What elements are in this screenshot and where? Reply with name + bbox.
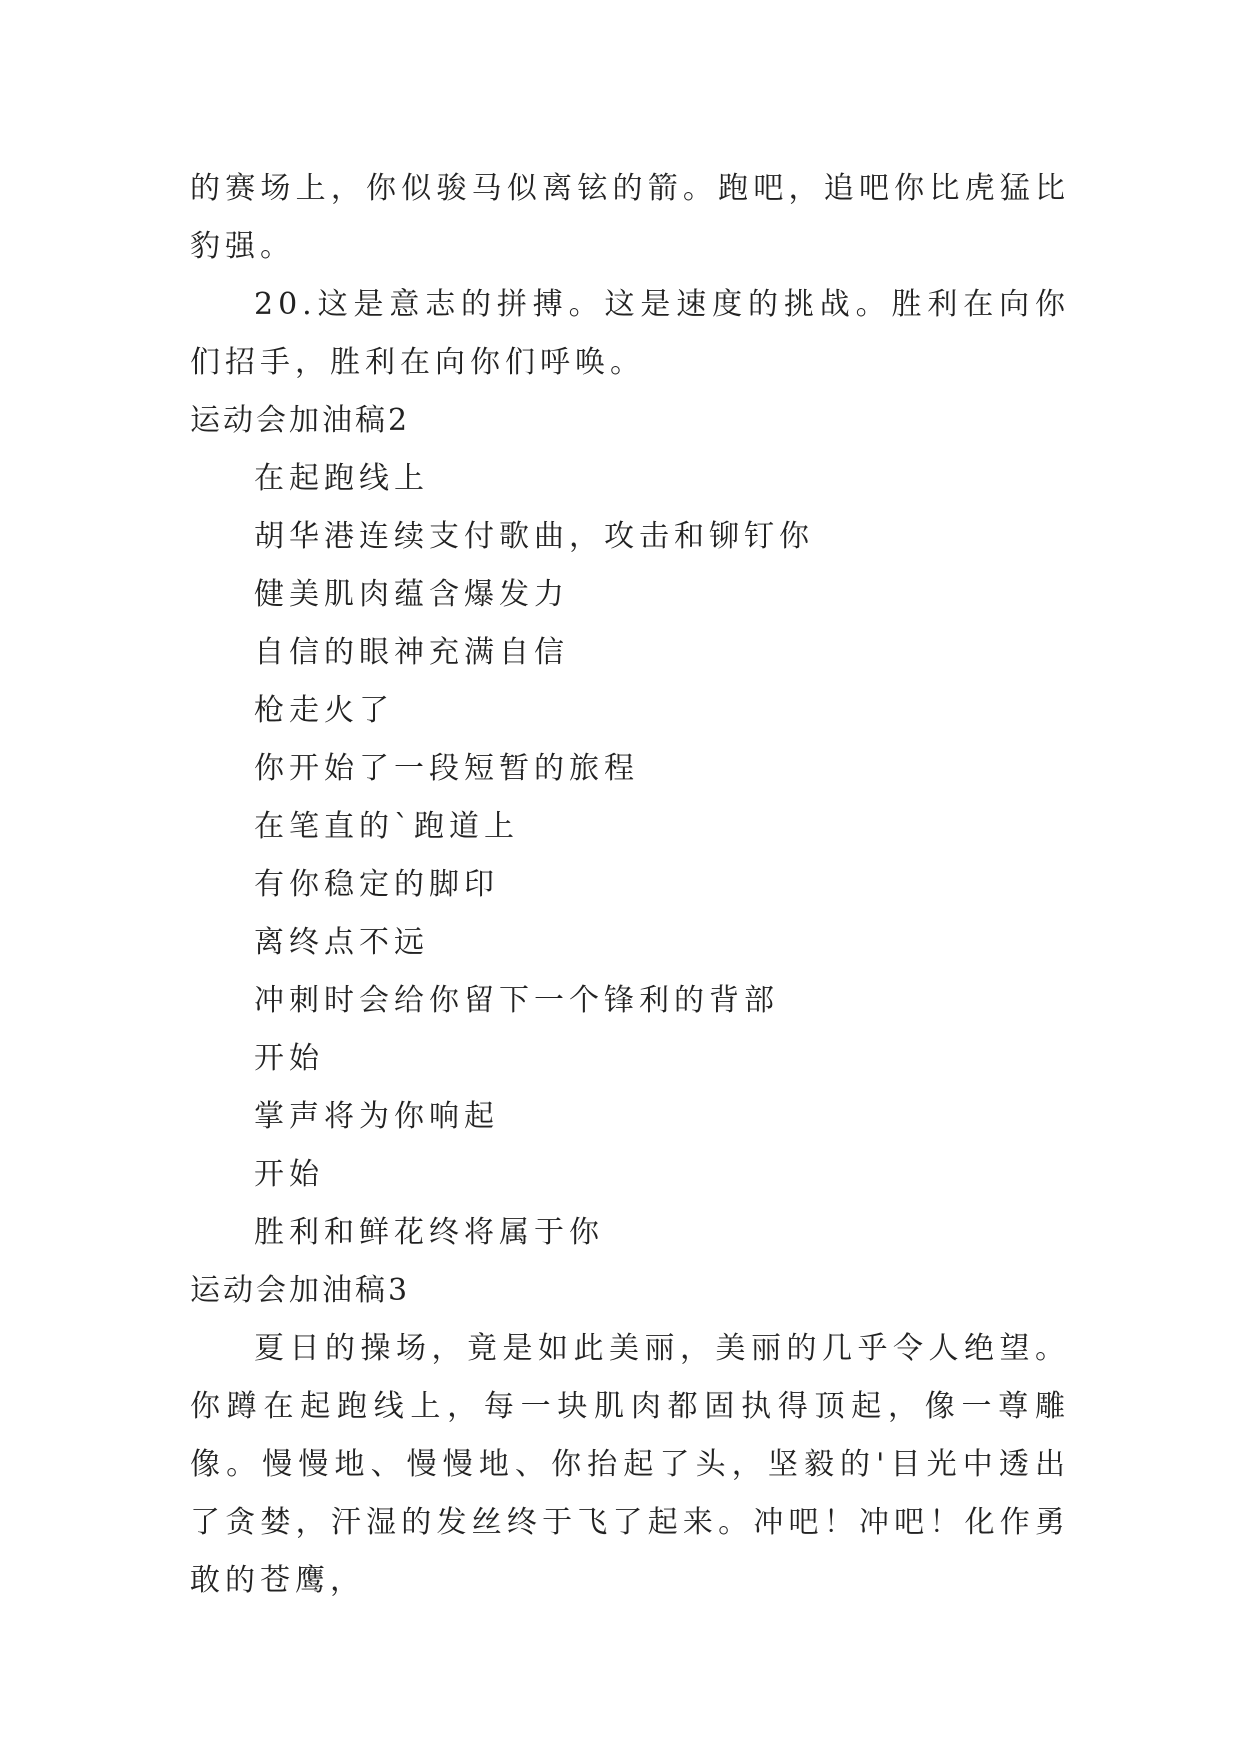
verse-line: 在笔直的`跑道上 xyxy=(254,809,519,844)
verse-line: 自信的眼神充满自信 xyxy=(254,635,569,670)
verse-line: 掌声将为你响起 xyxy=(254,1099,499,1134)
verse-line: 在起跑线上 xyxy=(254,461,429,496)
verse-line: 胜利和鲜花终将属于你 xyxy=(254,1215,604,1250)
item-20-paragraph: 20.这是意志的拼搏。这是速度的挑战。胜利在向你们招手，胜利在向你们呼唤。 xyxy=(190,287,1070,380)
section-3-heading: 运动会加油稿3 xyxy=(190,1273,411,1308)
verse-line: 冲刺时会给你留下一个锋利的背部 xyxy=(254,983,779,1018)
verse-line: 健美肌肉蕴含爆发力 xyxy=(254,577,569,612)
document-page xyxy=(190,160,1070,1610)
verse-line: 开始 xyxy=(254,1157,324,1192)
verse-line: 有你稳定的脚印 xyxy=(254,867,499,902)
verse-line: 胡华港连续支付歌曲，攻击和铆钉你 xyxy=(254,519,814,554)
section-3-paragraph: 夏日的操场，竟是如此美丽，美丽的几乎令人绝望。你蹲在起跑线上，每一块肌肉都固执得顶起，像一尊雕像。慢慢地、慢慢地、你抬起了头，坚毅的'目光中透出了贪婪，汗湿的发丝终于飞了起来。冲吧！冲吧！化作勇敢的苍鹰， xyxy=(190,1331,1070,1598)
verse-line: 开始 xyxy=(254,1041,324,1076)
continuation-paragraph: 的赛场上，你似骏马似离铉的箭。跑吧，追吧你比虎猛比豹强。 xyxy=(190,171,1070,264)
section-2-heading: 运动会加油稿2 xyxy=(190,403,411,438)
verse-line: 枪走火了 xyxy=(254,693,394,728)
verse-line: 你开始了一段短暂的旅程 xyxy=(254,751,639,786)
verse-line: 离终点不远 xyxy=(254,925,429,960)
